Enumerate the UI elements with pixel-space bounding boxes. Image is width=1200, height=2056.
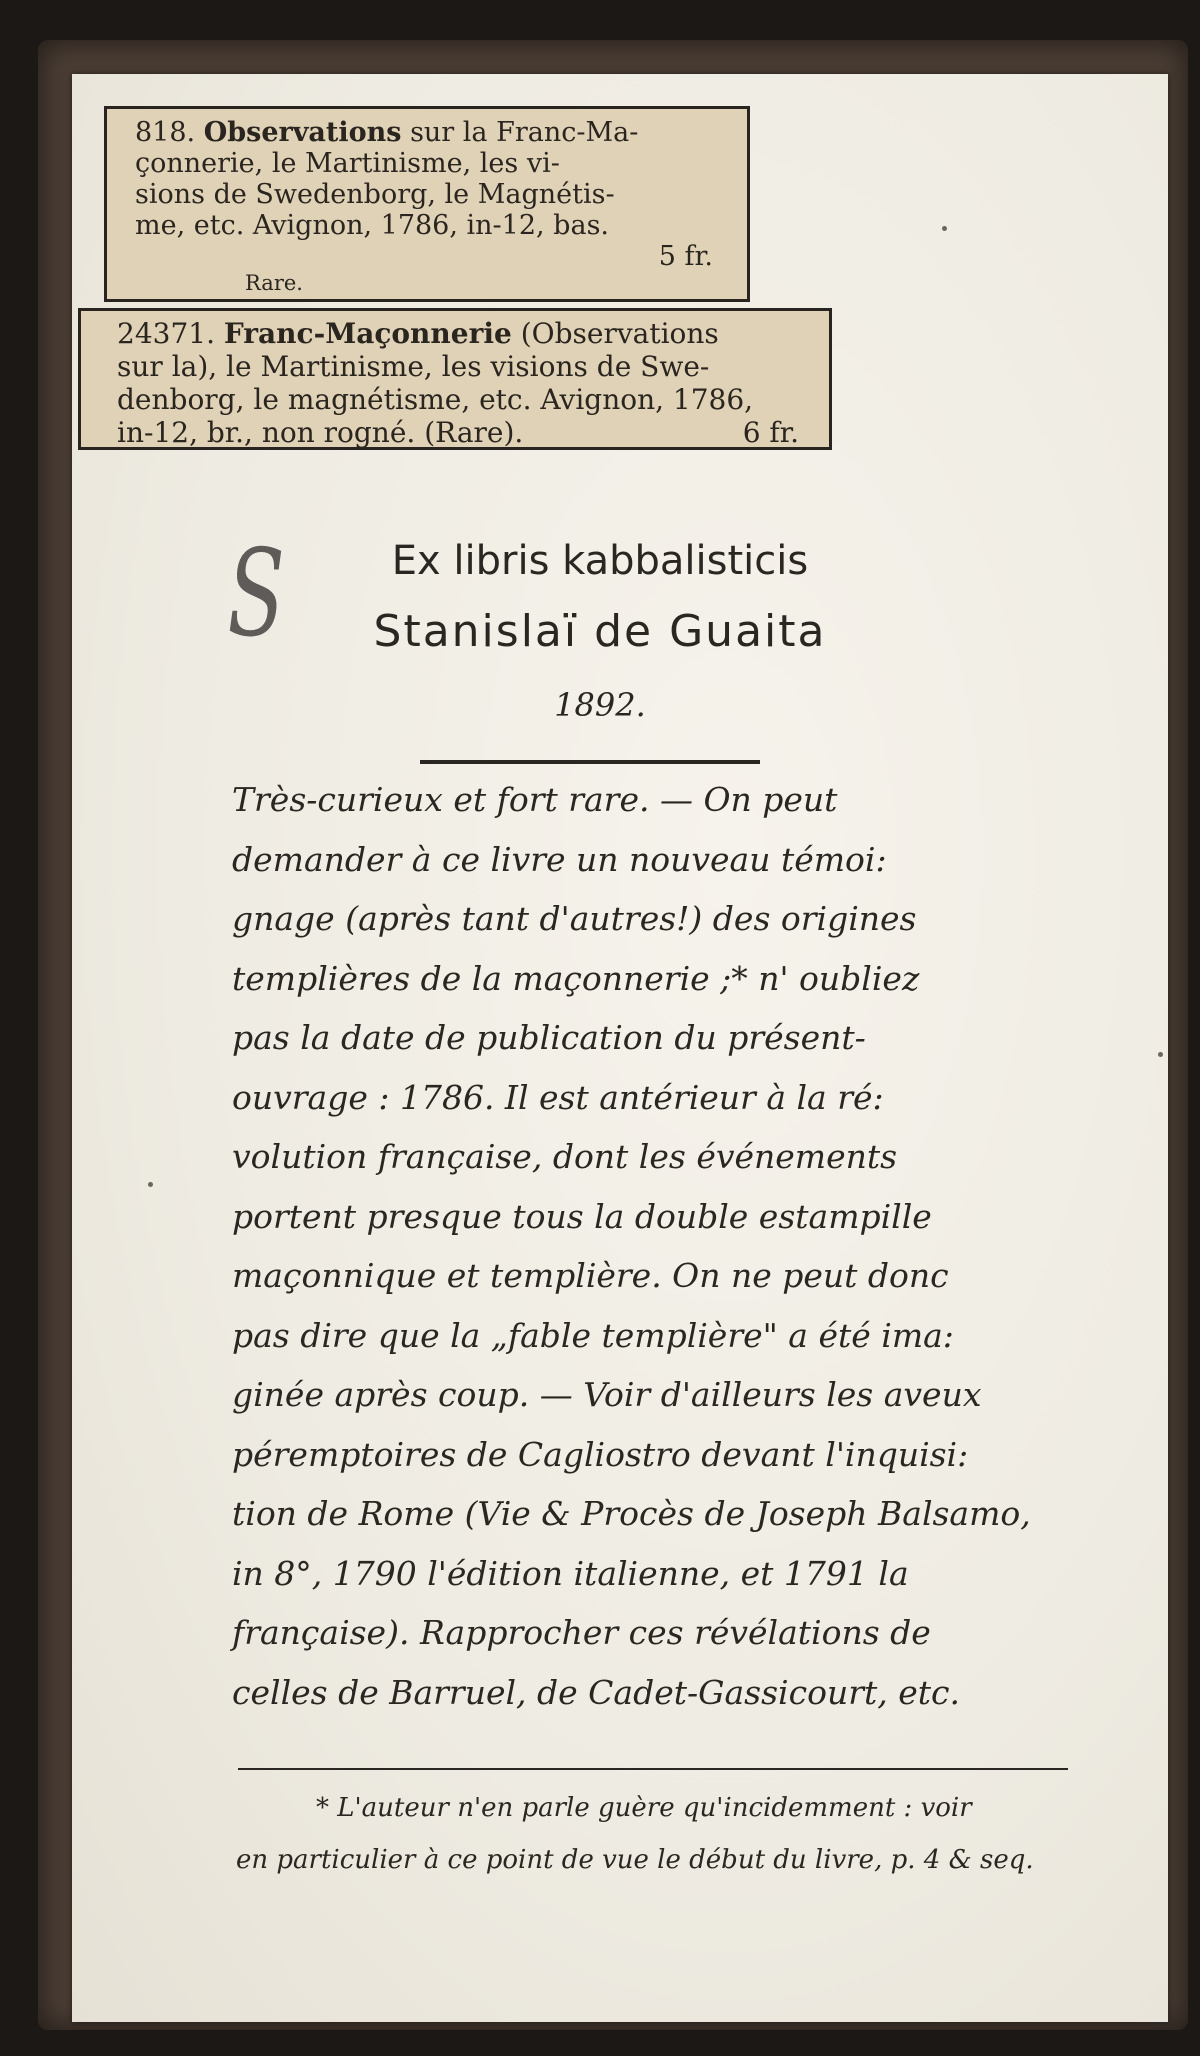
note-line: portent presque tous la double estampille [232,1196,932,1236]
note-line: française). Rapprocher ces révélations de [232,1613,931,1652]
clipping-1-number: 818. [135,117,196,148]
bookplate-year: 1892. [554,686,646,724]
clipping-2-title: Franc-Maçonnerie [223,317,512,350]
clipping-2-line-4-text: in-12, br., non rogné. (Rare). [117,416,524,449]
clipping-2-text: (Observations [511,317,719,350]
foxing-spot [942,226,947,231]
footnote [236,1782,1096,1886]
note-line: Très-curieux et fort rare. — On peut [232,780,838,819]
note-line: templières de la maçonnerie ;* n' oubliez [232,958,920,998]
note-line: ouvrage : 1786. Il est antérieur à la ré: [232,1077,884,1117]
clipping-2-line-1 [117,317,799,350]
clipping-1-title: Observations [203,117,402,148]
foxing-spot [1158,1052,1163,1057]
note-line: pas dire que la „fable templière" a été ima: [232,1315,954,1355]
clipping-1-line-3: sions de Swedenborg, le Magnétis- [135,179,615,210]
divider-rule [420,760,760,764]
note-line: volution française, dont les événements [232,1137,898,1176]
footnote-line-2: en particulier à ce point de vue le début du livre, p. 4 & seq. [236,1845,1034,1875]
clipping-1-rare: Rare. [245,271,303,295]
clipping-1-line-1 [135,117,713,148]
clipping-2-line-3: denborg, le magnétisme, etc. Avignon, 1786, [117,383,754,416]
footnote-rule [238,1768,1068,1770]
clipping-1-line-2: çonnerie, le Martinisme, les vi- [135,148,560,179]
clipping-1-price: 5 fr. [658,241,713,272]
clipping-2-line-4 [117,416,799,449]
note-line: gnage (après tant d'autres!) des origines [232,899,917,938]
note-line: demander à ce livre un nouveau témoi: [232,839,887,879]
clipping-2-number: 24371. [117,317,215,350]
foxing-spot [148,1182,153,1187]
handwritten-note [232,770,1092,1722]
clipping-1-line-4: me, etc. Avignon, 1786, in-12, bas. [135,210,610,241]
clipping-2-line-2: sur la), le Martinisme, les visions de Swe- [117,350,710,383]
pencil-mark-s: S [227,525,285,664]
note-line: in 8°, 1790 l'édition italienne, et 1791 la [232,1553,909,1593]
catalogue-clipping-2 [78,308,832,450]
clipping-2-price: 6 fr. [742,416,799,449]
ex-libris-heading: Ex libris kabbalisticis [391,538,809,584]
footnote-line-1: * L'auteur n'en parle guère qu'incidemment : voir [316,1793,972,1823]
note-line: celles de Barruel, de Cadet-Gassicourt, etc. [232,1672,960,1712]
note-line: tion de Rome (Vie & Procès de Joseph Balsamo, [232,1494,1031,1533]
clipping-1-text: sur la Franc-Ma- [401,117,639,148]
note-line: maçonnique et templière. On ne peut donc [232,1256,949,1295]
note-line: pas la date de publication du présent- [232,1018,866,1057]
catalogue-clipping-1 [104,106,750,302]
note-line: ginée après coup. — Voir d'ailleurs les aveux [232,1375,982,1414]
note-line: péremptoires de Cagliostro devant l'inquisi: [232,1434,969,1474]
owner-name: Stanislaï de Guaita [373,606,827,657]
